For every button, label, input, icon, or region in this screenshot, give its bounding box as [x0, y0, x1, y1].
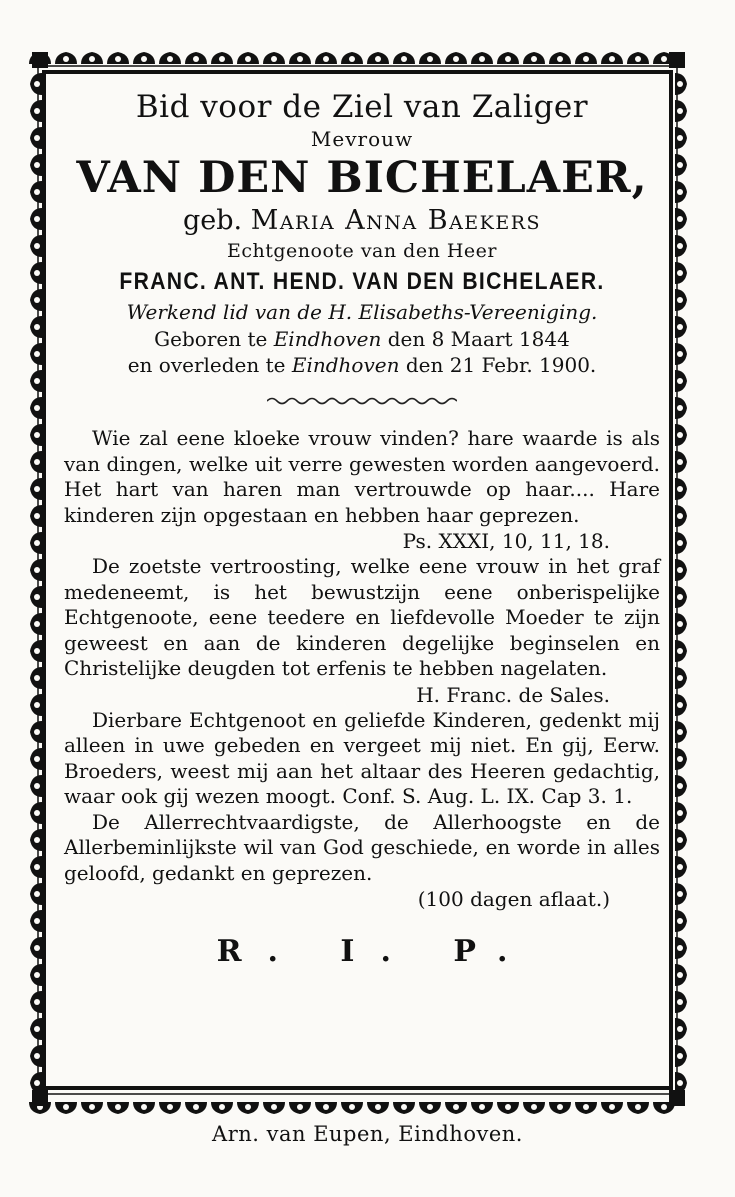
birth-line: Geboren te Eindhoven den 8 Maart 1844: [154, 327, 570, 351]
verse-2: De zoetste vertroosting, welke eene vrouw in het graf medeneemt, is het bewustzijn eene onberispelijke Echtgenoote, eene teedere en liefdevolle Moeder te zijn geweest en aan de kinderen degelijke beginselen en Christelijke deugden tot erfenis te hebben nagelaten.: [64, 554, 660, 680]
indulgence-note: (100 dagen aflaat.): [417, 887, 610, 911]
printer-credit: Arn. van Eupen, Eindhoven.: [212, 1122, 523, 1146]
verse-4: De Allerrechtvaardigste, de Allerhoogste en de Allerbeminlijkste wil van God geschiede, en worde in alles geloofd, gedankt en geprezen.: [64, 809, 660, 885]
born-prefix: geb.: [182, 205, 243, 236]
verse-3: Dierbare Echtgenoot en geliefde Kinderen, gedenkt mij alleen in uwe gebeden en vergeet mij niet. En gij, Eerw. Broeders, weest mij aan het altaar des Heeren gedachtig, waar ook gij wezen moogt. Conf. S. Aug. L. IX. Cap 3. 1.: [64, 707, 660, 808]
death-line: en overleden te Eindhoven den 21 Febr. 1900.: [127, 353, 597, 377]
maiden-name: Maria Anna Baekers: [250, 205, 542, 236]
spouse-intro: Echtgenoote van den Heer: [227, 240, 497, 262]
verse-1-source: Ps. XXXI, 10, 11, 18.: [402, 529, 610, 553]
death-place: Eindhoven: [291, 353, 400, 377]
title-prefix: Mevrouw: [310, 127, 414, 151]
birth-place: Eindhoven: [273, 327, 382, 351]
verse-1: Wie zal eene kloeke vrouw vinden? hare waarde is als van dingen, welke uit verre gewesten worden aangevoerd. Het hart van haren man vertrouwde op haar.... Hare kinderen zijn opgestaan en hebben haar geprezen.: [64, 426, 660, 527]
deceased-surname: VAN DEN BICHELAER,: [76, 153, 648, 203]
card-heading: Bid voor de Ziel van Zaliger: [135, 89, 589, 125]
society-membership: Werkend lid van de H. Elisabeths-Vereeniging.: [126, 300, 598, 324]
wavy-divider: [267, 396, 457, 406]
card-content: [62, 88, 662, 969]
maiden-name-line: [62, 204, 662, 238]
spouse-name: FRANC. ANT. HEND. VAN DEN BICHELAER.: [119, 268, 605, 295]
rip-text: R. I. P.: [216, 934, 534, 969]
verse-2-source: H. Franc. de Sales.: [416, 682, 610, 707]
